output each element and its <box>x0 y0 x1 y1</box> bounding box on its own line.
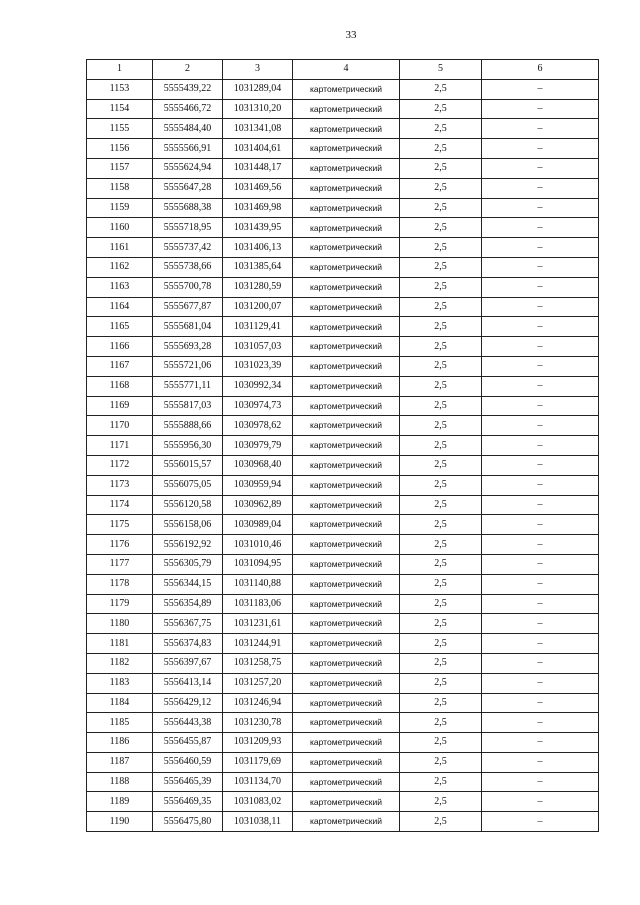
point-number-cell: 1182 <box>87 653 153 673</box>
coordinate-y-cell: 1031140,88 <box>223 574 293 594</box>
coordinate-y-cell: 1031244,91 <box>223 634 293 654</box>
coordinate-x-cell: 5556354,89 <box>153 594 223 614</box>
table-row <box>87 297 599 317</box>
method-cell: картометрический <box>293 634 400 654</box>
coordinate-x-cell: 5555693,28 <box>153 337 223 357</box>
coordinate-y-cell: 1031448,17 <box>223 158 293 178</box>
coordinate-x-cell: 5555718,95 <box>153 218 223 238</box>
point-number-cell: 1170 <box>87 416 153 436</box>
note-cell: – <box>482 198 599 218</box>
accuracy-cell: 2,5 <box>400 554 482 574</box>
point-number-cell: 1154 <box>87 99 153 119</box>
coordinate-x-cell: 5555956,30 <box>153 436 223 456</box>
accuracy-cell: 2,5 <box>400 218 482 238</box>
method-cell: картометрический <box>293 317 400 337</box>
coordinate-y-cell: 1031023,39 <box>223 356 293 376</box>
table-row <box>87 158 599 178</box>
note-cell: – <box>482 218 599 238</box>
point-number-cell: 1160 <box>87 218 153 238</box>
point-number-cell: 1178 <box>87 574 153 594</box>
point-number-cell: 1173 <box>87 475 153 495</box>
note-cell: – <box>482 119 599 139</box>
coordinate-y-cell: 1031404,61 <box>223 139 293 159</box>
coordinate-y-cell: 1031289,04 <box>223 79 293 99</box>
point-number-cell: 1157 <box>87 158 153 178</box>
coordinate-x-cell: 5556413,14 <box>153 673 223 693</box>
coordinate-y-cell: 1031406,13 <box>223 238 293 258</box>
coordinate-y-cell: 1030968,40 <box>223 455 293 475</box>
note-cell: – <box>482 614 599 634</box>
table-row <box>87 218 599 238</box>
table-row <box>87 238 599 258</box>
note-cell: – <box>482 337 599 357</box>
accuracy-cell: 2,5 <box>400 733 482 753</box>
accuracy-cell: 2,5 <box>400 178 482 198</box>
coordinate-x-cell: 5555737,42 <box>153 238 223 258</box>
point-number-cell: 1159 <box>87 198 153 218</box>
method-cell: картометрический <box>293 455 400 475</box>
table-row <box>87 416 599 436</box>
point-number-cell: 1189 <box>87 792 153 812</box>
method-cell: картометрический <box>293 356 400 376</box>
accuracy-cell: 2,5 <box>400 376 482 396</box>
coordinate-x-cell: 5556120,58 <box>153 495 223 515</box>
coordinate-x-cell: 5556397,67 <box>153 653 223 673</box>
note-cell: – <box>482 455 599 475</box>
column-header-2: 2 <box>153 60 223 80</box>
coordinate-x-cell: 5556075,05 <box>153 475 223 495</box>
table-row <box>87 535 599 555</box>
coordinate-x-cell: 5555771,11 <box>153 376 223 396</box>
note-cell: – <box>482 238 599 258</box>
accuracy-cell: 2,5 <box>400 119 482 139</box>
coordinate-x-cell: 5555700,78 <box>153 277 223 297</box>
accuracy-cell: 2,5 <box>400 277 482 297</box>
coordinate-x-cell: 5556475,80 <box>153 812 223 832</box>
note-cell: – <box>482 396 599 416</box>
accuracy-cell: 2,5 <box>400 396 482 416</box>
note-cell: – <box>482 713 599 733</box>
table-row <box>87 812 599 832</box>
accuracy-cell: 2,5 <box>400 812 482 832</box>
note-cell: – <box>482 673 599 693</box>
coordinate-x-cell: 5555484,40 <box>153 119 223 139</box>
note-cell: – <box>482 554 599 574</box>
note-cell: – <box>482 158 599 178</box>
accuracy-cell: 2,5 <box>400 772 482 792</box>
accuracy-cell: 2,5 <box>400 495 482 515</box>
accuracy-cell: 2,5 <box>400 515 482 535</box>
note-cell: – <box>482 733 599 753</box>
page-number: 33 <box>345 29 357 41</box>
note-cell: – <box>482 515 599 535</box>
method-cell: картометрический <box>293 238 400 258</box>
point-number-cell: 1171 <box>87 436 153 456</box>
point-number-cell: 1183 <box>87 673 153 693</box>
table-row <box>87 614 599 634</box>
method-cell: картометрический <box>293 277 400 297</box>
point-number-cell: 1177 <box>87 554 153 574</box>
method-cell: картометрический <box>293 673 400 693</box>
point-number-cell: 1165 <box>87 317 153 337</box>
note-cell: – <box>482 574 599 594</box>
note-cell: – <box>482 436 599 456</box>
note-cell: – <box>482 257 599 277</box>
method-cell: картометрический <box>293 495 400 515</box>
note-cell: – <box>482 178 599 198</box>
column-header-4: 4 <box>293 60 400 80</box>
note-cell: – <box>482 99 599 119</box>
note-cell: – <box>482 693 599 713</box>
coordinate-x-cell: 5556460,59 <box>153 752 223 772</box>
point-number-cell: 1174 <box>87 495 153 515</box>
table-row <box>87 733 599 753</box>
accuracy-cell: 2,5 <box>400 634 482 654</box>
point-number-cell: 1156 <box>87 139 153 159</box>
method-cell: картометрический <box>293 218 400 238</box>
column-header-6: 6 <box>482 60 599 80</box>
method-cell: картометрический <box>293 812 400 832</box>
column-header-3: 3 <box>223 60 293 80</box>
table-row <box>87 139 599 159</box>
method-cell: картометрический <box>293 376 400 396</box>
accuracy-cell: 2,5 <box>400 337 482 357</box>
point-number-cell: 1158 <box>87 178 153 198</box>
coordinate-x-cell: 5555566,91 <box>153 139 223 159</box>
coordinate-x-cell: 5556443,38 <box>153 713 223 733</box>
table-row <box>87 277 599 297</box>
method-cell: картометрический <box>293 733 400 753</box>
method-cell: картометрический <box>293 693 400 713</box>
table-row <box>87 594 599 614</box>
point-number-cell: 1176 <box>87 535 153 555</box>
table-row <box>87 436 599 456</box>
point-number-cell: 1184 <box>87 693 153 713</box>
note-cell: – <box>482 317 599 337</box>
coordinate-y-cell: 1031094,95 <box>223 554 293 574</box>
coordinate-y-cell: 1030992,34 <box>223 376 293 396</box>
note-cell: – <box>482 356 599 376</box>
coordinate-y-cell: 1031258,75 <box>223 653 293 673</box>
coordinate-y-cell: 1030974,73 <box>223 396 293 416</box>
coordinate-y-cell: 1030989,04 <box>223 515 293 535</box>
method-cell: картометрический <box>293 158 400 178</box>
point-number-cell: 1155 <box>87 119 153 139</box>
method-cell: картометрический <box>293 337 400 357</box>
point-number-cell: 1187 <box>87 752 153 772</box>
note-cell: – <box>482 634 599 654</box>
point-number-cell: 1168 <box>87 376 153 396</box>
table-row <box>87 673 599 693</box>
table-row <box>87 198 599 218</box>
method-cell: картометрический <box>293 297 400 317</box>
point-number-cell: 1190 <box>87 812 153 832</box>
coordinate-y-cell: 1031010,46 <box>223 535 293 555</box>
point-number-cell: 1167 <box>87 356 153 376</box>
point-number-cell: 1161 <box>87 238 153 258</box>
table-row <box>87 79 599 99</box>
point-number-cell: 1164 <box>87 297 153 317</box>
table-row <box>87 653 599 673</box>
coordinates-table <box>86 59 599 832</box>
note-cell: – <box>482 812 599 832</box>
point-number-cell: 1172 <box>87 455 153 475</box>
table-row <box>87 257 599 277</box>
table-row <box>87 178 599 198</box>
coordinate-y-cell: 1031057,03 <box>223 337 293 357</box>
coordinate-y-cell: 1030979,79 <box>223 436 293 456</box>
column-header-5: 5 <box>400 60 482 80</box>
method-cell: картометрический <box>293 713 400 733</box>
note-cell: – <box>482 416 599 436</box>
accuracy-cell: 2,5 <box>400 614 482 634</box>
coordinate-y-cell: 1031038,11 <box>223 812 293 832</box>
coordinate-x-cell: 5555888,66 <box>153 416 223 436</box>
method-cell: картометрический <box>293 653 400 673</box>
table-row <box>87 455 599 475</box>
table-row <box>87 495 599 515</box>
coordinate-x-cell: 5555681,04 <box>153 317 223 337</box>
point-number-cell: 1169 <box>87 396 153 416</box>
table-body <box>87 79 599 831</box>
table-row <box>87 693 599 713</box>
point-number-cell: 1166 <box>87 337 153 357</box>
method-cell: картометрический <box>293 554 400 574</box>
table-row <box>87 99 599 119</box>
table-row <box>87 574 599 594</box>
accuracy-cell: 2,5 <box>400 158 482 178</box>
coordinate-y-cell: 1031230,78 <box>223 713 293 733</box>
accuracy-cell: 2,5 <box>400 356 482 376</box>
coordinate-y-cell: 1031469,98 <box>223 198 293 218</box>
table-row <box>87 396 599 416</box>
coordinate-x-cell: 5556192,92 <box>153 535 223 555</box>
table-header-row <box>87 60 599 80</box>
method-cell: картометрический <box>293 436 400 456</box>
table-row <box>87 119 599 139</box>
point-number-cell: 1175 <box>87 515 153 535</box>
accuracy-cell: 2,5 <box>400 455 482 475</box>
coordinate-x-cell: 5556465,39 <box>153 772 223 792</box>
note-cell: – <box>482 535 599 555</box>
point-number-cell: 1180 <box>87 614 153 634</box>
coordinate-y-cell: 1031179,69 <box>223 752 293 772</box>
coordinate-y-cell: 1030978,62 <box>223 416 293 436</box>
coordinate-x-cell: 5556305,79 <box>153 554 223 574</box>
method-cell: картометрический <box>293 79 400 99</box>
note-cell: – <box>482 277 599 297</box>
method-cell: картометрический <box>293 535 400 555</box>
accuracy-cell: 2,5 <box>400 792 482 812</box>
coordinate-y-cell: 1030962,89 <box>223 495 293 515</box>
point-number-cell: 1162 <box>87 257 153 277</box>
method-cell: картометрический <box>293 515 400 535</box>
method-cell: картометрический <box>293 257 400 277</box>
note-cell: – <box>482 792 599 812</box>
table-row <box>87 772 599 792</box>
coordinate-x-cell: 5555721,06 <box>153 356 223 376</box>
coordinate-x-cell: 5555738,66 <box>153 257 223 277</box>
method-cell: картометрический <box>293 475 400 495</box>
coordinate-y-cell: 1031341,08 <box>223 119 293 139</box>
accuracy-cell: 2,5 <box>400 257 482 277</box>
accuracy-cell: 2,5 <box>400 436 482 456</box>
table-row <box>87 337 599 357</box>
coordinate-y-cell: 1030959,94 <box>223 475 293 495</box>
method-cell: картометрический <box>293 99 400 119</box>
accuracy-cell: 2,5 <box>400 594 482 614</box>
coordinate-x-cell: 5556344,15 <box>153 574 223 594</box>
coordinate-x-cell: 5556455,87 <box>153 733 223 753</box>
point-number-cell: 1186 <box>87 733 153 753</box>
coordinate-y-cell: 1031129,41 <box>223 317 293 337</box>
coordinate-y-cell: 1031439,95 <box>223 218 293 238</box>
coordinate-x-cell: 5556015,57 <box>153 455 223 475</box>
column-header-1: 1 <box>87 60 153 80</box>
coordinate-x-cell: 5556158,06 <box>153 515 223 535</box>
accuracy-cell: 2,5 <box>400 79 482 99</box>
method-cell: картометрический <box>293 772 400 792</box>
point-number-cell: 1179 <box>87 594 153 614</box>
table-row <box>87 554 599 574</box>
accuracy-cell: 2,5 <box>400 297 482 317</box>
coordinate-x-cell: 5556469,35 <box>153 792 223 812</box>
note-cell: – <box>482 594 599 614</box>
accuracy-cell: 2,5 <box>400 653 482 673</box>
method-cell: картометрический <box>293 614 400 634</box>
note-cell: – <box>482 376 599 396</box>
table-row <box>87 475 599 495</box>
coordinate-x-cell: 5556374,83 <box>153 634 223 654</box>
method-cell: картометрический <box>293 119 400 139</box>
point-number-cell: 1163 <box>87 277 153 297</box>
coordinate-y-cell: 1031469,56 <box>223 178 293 198</box>
coordinate-x-cell: 5556429,12 <box>153 693 223 713</box>
coordinate-x-cell: 5555647,28 <box>153 178 223 198</box>
coordinate-y-cell: 1031231,61 <box>223 614 293 634</box>
accuracy-cell: 2,5 <box>400 535 482 555</box>
method-cell: картометрический <box>293 396 400 416</box>
method-cell: картометрический <box>293 752 400 772</box>
coordinate-y-cell: 1031385,64 <box>223 257 293 277</box>
note-cell: – <box>482 79 599 99</box>
coordinate-y-cell: 1031183,06 <box>223 594 293 614</box>
coordinate-x-cell: 5555817,03 <box>153 396 223 416</box>
table-row <box>87 356 599 376</box>
table-row <box>87 634 599 654</box>
method-cell: картометрический <box>293 139 400 159</box>
coordinate-y-cell: 1031200,07 <box>223 297 293 317</box>
note-cell: – <box>482 139 599 159</box>
point-number-cell: 1185 <box>87 713 153 733</box>
note-cell: – <box>482 752 599 772</box>
note-cell: – <box>482 653 599 673</box>
method-cell: картометрический <box>293 198 400 218</box>
table-row <box>87 752 599 772</box>
method-cell: картометрический <box>293 792 400 812</box>
note-cell: – <box>482 297 599 317</box>
coordinate-y-cell: 1031083,02 <box>223 792 293 812</box>
coordinate-y-cell: 1031246,94 <box>223 693 293 713</box>
accuracy-cell: 2,5 <box>400 238 482 258</box>
accuracy-cell: 2,5 <box>400 752 482 772</box>
method-cell: картометрический <box>293 574 400 594</box>
accuracy-cell: 2,5 <box>400 713 482 733</box>
coordinate-x-cell: 5555688,38 <box>153 198 223 218</box>
point-number-cell: 1153 <box>87 79 153 99</box>
note-cell: – <box>482 495 599 515</box>
coordinate-y-cell: 1031280,59 <box>223 277 293 297</box>
method-cell: картометрический <box>293 178 400 198</box>
coordinate-y-cell: 1031134,70 <box>223 772 293 792</box>
accuracy-cell: 2,5 <box>400 574 482 594</box>
point-number-cell: 1188 <box>87 772 153 792</box>
table-row <box>87 376 599 396</box>
coordinate-x-cell: 5556367,75 <box>153 614 223 634</box>
accuracy-cell: 2,5 <box>400 317 482 337</box>
note-cell: – <box>482 772 599 792</box>
method-cell: картометрический <box>293 594 400 614</box>
point-number-cell: 1181 <box>87 634 153 654</box>
accuracy-cell: 2,5 <box>400 693 482 713</box>
coordinate-x-cell: 5555677,87 <box>153 297 223 317</box>
table-row <box>87 792 599 812</box>
coordinate-y-cell: 1031257,20 <box>223 673 293 693</box>
coordinate-y-cell: 1031209,93 <box>223 733 293 753</box>
table-row <box>87 713 599 733</box>
accuracy-cell: 2,5 <box>400 475 482 495</box>
table-row <box>87 317 599 337</box>
coordinate-y-cell: 1031310,20 <box>223 99 293 119</box>
accuracy-cell: 2,5 <box>400 99 482 119</box>
coordinate-x-cell: 5555439,22 <box>153 79 223 99</box>
accuracy-cell: 2,5 <box>400 139 482 159</box>
accuracy-cell: 2,5 <box>400 673 482 693</box>
accuracy-cell: 2,5 <box>400 198 482 218</box>
note-cell: – <box>482 475 599 495</box>
coordinate-x-cell: 5555466,72 <box>153 99 223 119</box>
coordinate-x-cell: 5555624,94 <box>153 158 223 178</box>
method-cell: картометрический <box>293 416 400 436</box>
accuracy-cell: 2,5 <box>400 416 482 436</box>
table-row <box>87 515 599 535</box>
